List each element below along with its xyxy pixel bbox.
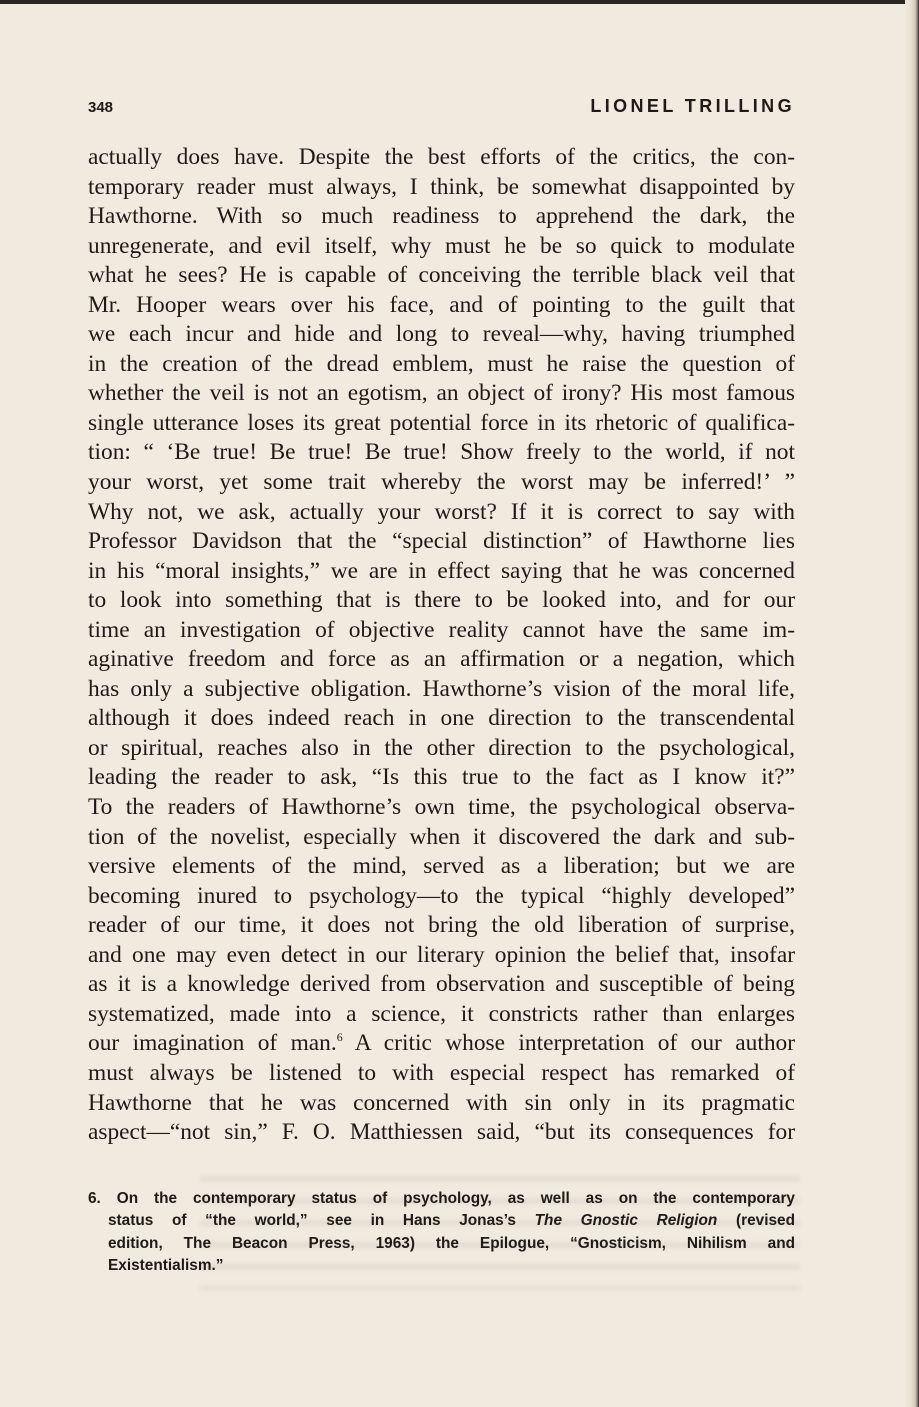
text-line: reader of our time, it does not bring the old liberation of surprise, bbox=[88, 912, 795, 939]
text-line: what he sees? He is capable of conceiving the terrible black veil that bbox=[88, 262, 795, 289]
text-line: unregenerate, and evil itself, why must he be so quick to modulate bbox=[88, 232, 795, 259]
text-line: we each incur and hide and long to reveal—why, having triumphed bbox=[88, 321, 795, 348]
text-line: tion: “ ‘Be true! Be true! Be true! Show freely to the world, if not bbox=[88, 439, 795, 466]
text-line: temporary reader must always, I think, be somewhat disappointed by bbox=[88, 173, 795, 200]
text-line: To the readers of Hawthorne’s own time, the psychological observa- bbox=[88, 794, 795, 821]
text-fragment: our imagination of man. bbox=[88, 1030, 337, 1057]
text-line: Hawthorne. With so much readiness to apprehend the dark, the bbox=[88, 203, 795, 230]
text-line: whether the veil is not an egotism, an object of irony? His most famous bbox=[88, 380, 795, 407]
text-line: to look into something that is there to be looked into, and for our bbox=[88, 587, 795, 614]
text-line: actually does have. Despite the best efforts of the critics, the con- bbox=[88, 144, 795, 170]
text-line: in his “moral insights,” we are in effect saying that he was concerned bbox=[88, 557, 795, 584]
text-line: leading the reader to ask, “Is this true to the fact as I know it?” bbox=[88, 764, 795, 791]
running-head: LIONEL TRILLING bbox=[590, 96, 795, 116]
text-line: Why not, we ask, actually your worst? If it is correct to say with bbox=[88, 498, 795, 525]
text-line: time an investigation of objective reality cannot have the same im- bbox=[88, 616, 795, 643]
text-line: as it is a knowledge derived from observation and susceptible of being bbox=[88, 971, 795, 998]
footnote-line: status of “the world,” see in Hans Jonas’s The Gnostic Religion (revised bbox=[108, 1212, 796, 1230]
text-fragment: A critic whose interpretation of our author bbox=[342, 1030, 795, 1057]
footnote-reference: 6 bbox=[336, 1030, 343, 1045]
text-line: and one may even detect in our literary opinion the belief that, insofar bbox=[88, 941, 795, 968]
page-top-edge bbox=[0, 0, 919, 4]
footnote-line: Existentialism.” bbox=[108, 1256, 224, 1274]
text-line: single utterance loses its great potential force in its rhetoric of qualifica- bbox=[88, 409, 795, 436]
text-line: tion of the novelist, especially when it discovered the dark and sub- bbox=[88, 823, 795, 850]
text-line: Hawthorne that he was concerned with sin only in its pragmatic bbox=[88, 1089, 795, 1116]
page-binding-edge bbox=[905, 0, 919, 1407]
footnote bbox=[88, 1188, 795, 1277]
text-line: in the creation of the dread emblem, must he raise the question of bbox=[88, 350, 795, 377]
page-number: 348 bbox=[88, 99, 114, 116]
text-line: systematized, made into a science, it constricts rather than enlarges bbox=[88, 1000, 795, 1027]
text-line: Professor Davidson that the “special distinction” of Hawthorne lies bbox=[88, 528, 795, 555]
page-header bbox=[88, 95, 795, 125]
text-line: although it does indeed reach in one direction to the transcendental bbox=[88, 705, 795, 732]
text-line: has only a subjective obligation. Hawthorne’s vision of the moral life, bbox=[88, 675, 795, 702]
text-line: versive elements of the mind, served as a liberation; but we are bbox=[88, 853, 795, 880]
text-line: or spiritual, reaches also in the other direction to the psychological, bbox=[88, 734, 795, 761]
text-line: your worst, yet some trait whereby the worst may be inferred!’ ” bbox=[88, 469, 795, 496]
footnote-line: edition, The Beacon Press, 1963) the Epilogue, “Gnosticism, Nihilism and bbox=[108, 1234, 795, 1252]
text-line: aspect—“not sin,” F. O. Matthiessen said, “but its consequences for bbox=[88, 1119, 795, 1146]
body-text bbox=[88, 143, 795, 1148]
text-line: becoming inured to psychology—to the typical “highly developed” bbox=[88, 882, 795, 909]
footnote-line: 6. On the contemporary status of psychology, as well as on the contemporary bbox=[88, 1190, 795, 1207]
text-line: must always be listened to with especial respect has remarked of bbox=[88, 1059, 795, 1086]
text-line-with-footnote bbox=[88, 1029, 795, 1059]
text-line: aginative freedom and force as an affirmation or a negation, which bbox=[88, 646, 795, 673]
text-line: Mr. Hooper wears over his face, and of pointing to the guilt that bbox=[88, 291, 795, 318]
